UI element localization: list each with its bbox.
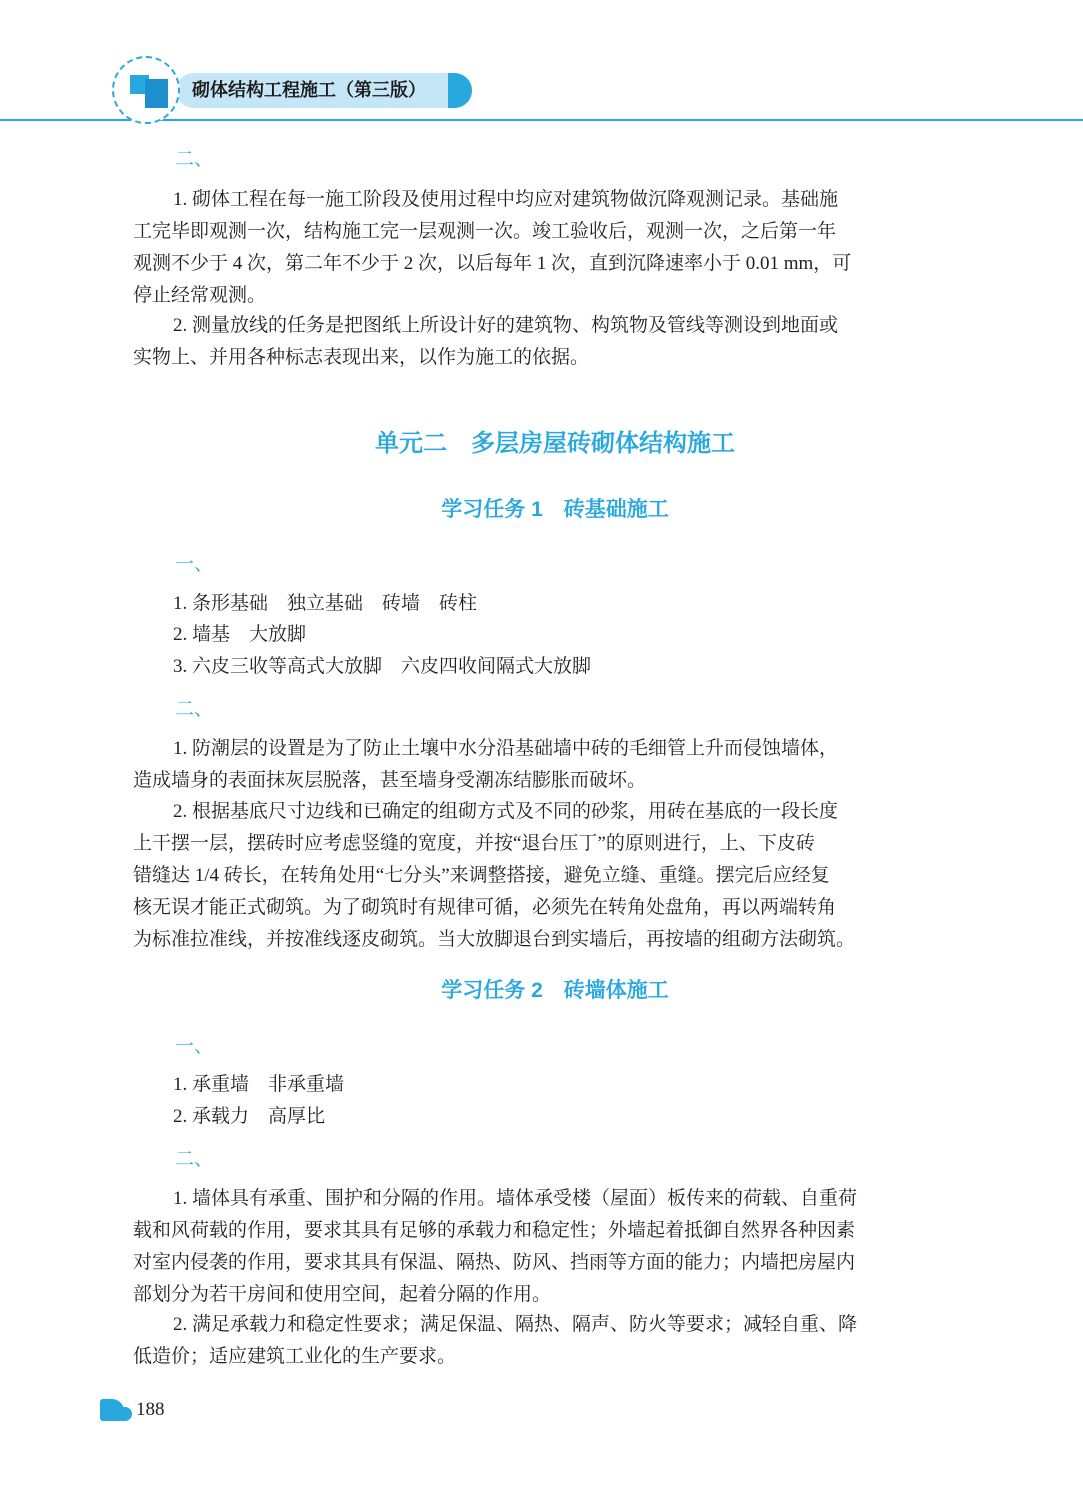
section-marker: 二、 [175,149,214,170]
paragraph-line: 为标准拉准线，并按准线逐皮砌筑。当大放脚退台到实墙后，再按墙的组砌方法砌筑。 [133,929,856,950]
header-pill-cap [448,73,472,108]
paragraph-line: 1. 砌体工程在每一施工阶段及使用过程中均应对建筑物做沉降观测记录。基础施 [173,189,839,210]
list-item: 2. 承载力 高厚比 [173,1106,326,1127]
paragraph-line: 部划分为若干房间和使用空间，起着分隔的作用。 [133,1284,552,1305]
paragraph-line: 2. 满足承载力和稳定性要求；满足保温、隔热、隔声、防火等要求；减轻自重、降 [173,1314,858,1335]
paragraph-line: 1. 防潮层的设置是为了防止土壤中水分沿基础墙中砖的毛细管上升而侵蚀墙体， [173,738,839,759]
paragraph-line: 核无误才能正式砌筑。为了砌筑时有规律可循，必须先在转角处盘角，再以两端转角 [133,897,837,918]
paragraph [133,1309,938,1373]
paragraph-line: 2. 根据基底尺寸边线和已确定的组砌方式及不同的砂浆，用砖在基底的一段长度 [173,801,839,822]
paragraph-line: 低造价；适应建筑工业化的生产要求。 [133,1346,457,1367]
paragraph [133,184,938,312]
paragraph-line: 工完毕即观测一次，结构施工完一层观测一次。竣工验收后，观测一次，之后第一年 [133,221,837,242]
list-item: 2. 墙基 大放脚 [173,624,307,645]
paragraph-line: 上干摆一层，摆砖时应考虑竖缝的宽度，并按“退台压丁”的原则进行，上、下皮砖 [133,833,815,854]
list-item: 1. 条形基础 独立基础 砖墙 砖柱 [173,593,478,614]
page-number: 188 [136,1399,165,1420]
paragraph [133,733,938,797]
paragraph-line: 实物上、并用各种标志表现出来，以作为施工的依据。 [133,347,590,368]
section-marker: 一、 [175,554,214,575]
logo-square-icon [145,79,168,108]
section-marker: 二、 [175,699,214,720]
paragraph-line: 载和风荷载的作用，要求其具有足够的承载力和稳定性；外墙起着抵御自然界各种因素 [133,1220,856,1241]
paragraph [133,796,938,956]
paragraph-line: 造成墙身的表面抹灰层脱落，甚至墙身受潮冻结膨胀而破坏。 [133,770,647,791]
paragraph-line: 2. 测量放线的任务是把图纸上所设计好的建筑物、构筑物及管线等测设到地面或 [173,315,839,336]
paragraph [133,1183,938,1311]
paragraph-line: 停止经常观测。 [133,285,267,306]
book-title: 砌体结构工程施工（第三版） [176,73,472,108]
paragraph-line: 观测不少于 4 次，第二年不少于 2 次，以后每年 1 次，直到沉降速率小于 0.01 mm，可 [133,253,852,274]
paragraph-line: 1. 墙体具有承重、围护和分隔的作用。墙体承受楼（屋面）板传来的荷载、自重荷 [173,1188,858,1209]
paragraph [133,310,938,374]
list-item: 3. 六皮三收等高式大放脚 六皮四收间隔式大放脚 [173,656,592,677]
unit-title: 单元二 多层房屋砖砌体结构施工 [375,430,735,457]
section-marker: 一、 [175,1036,214,1057]
page-tab-icon [116,1407,132,1421]
task-title: 学习任务 1 砖基础施工 [441,498,669,521]
task-title: 学习任务 2 砖墙体施工 [441,979,669,1002]
section-marker: 二、 [175,1149,214,1170]
paragraph-line: 错缝达 1/4 砖长，在转角处用“七分头”来调整搭接，避免立缝、重缝。摆完后应经复 [133,865,830,886]
list-item: 1. 承重墙 非承重墙 [173,1074,345,1095]
paragraph-line: 对室内侵袭的作用，要求其具有保温、隔热、防风、挡雨等方面的能力；内墙把房屋内 [133,1252,856,1273]
